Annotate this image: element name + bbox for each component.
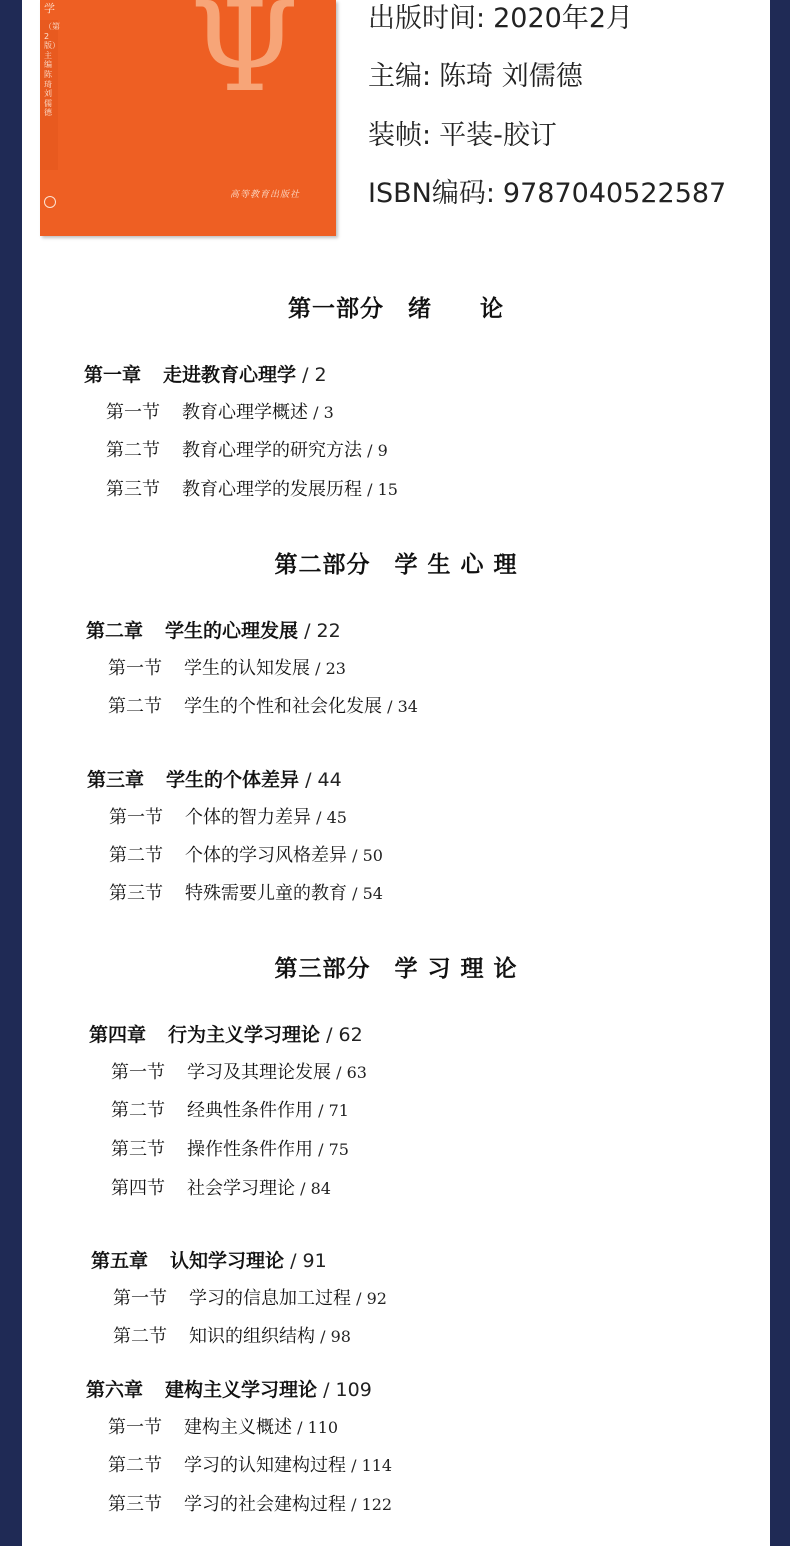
book-cover-image [40,0,336,236]
section-page: / 23 [310,659,346,678]
section-page: / 3 [308,403,334,422]
section-page: / 110 [292,1418,339,1437]
isbn-value: 9787040522587 [502,178,727,209]
isbn-line [368,171,726,210]
section-number: 第一节 [111,1062,165,1083]
cover-vertical-text: （第2版）主编 陈琦 刘儒德 [44,22,60,118]
publish-date-line [368,0,633,35]
chapter-entry [84,360,327,387]
psi-symbol: Ψ [190,0,299,120]
section-title: 学习的认知建构过程 [184,1455,346,1476]
section-entry [108,1490,392,1516]
chapter-number: 第二章 [86,620,144,642]
section-title: 学生的认知发展 [184,658,310,679]
chapter-number: 第五章 [91,1250,149,1272]
publisher-logo-icon [44,196,56,208]
section-entry [109,841,383,867]
section-number: 第二节 [106,440,160,461]
chapter-number: 第一章 [84,364,142,386]
section-title: 建构主义概述 [184,1417,292,1438]
chapter-entry [87,765,342,792]
chapter-page: / 22 [298,620,341,642]
chapter-title: 认知学习理论 [170,1250,285,1272]
chapter-number: 第三章 [87,769,145,791]
section-page: / 45 [311,808,347,827]
section-page: / 84 [295,1179,331,1198]
section-title: 经典性条件作用 [187,1100,313,1121]
section-page: / 15 [362,480,398,499]
section-title: 教育心理学的研究方法 [182,440,362,461]
cover-publisher: 高等教育出版社 [230,190,301,200]
publish-date-value: 2020年2月 [493,3,634,34]
section-number: 第一节 [113,1288,167,1309]
section-page: / 63 [331,1063,367,1082]
chapter-page: / 109 [317,1379,372,1401]
section-title: 知识的组织结构 [189,1326,315,1347]
section-title: 特殊需要儿童的教育 [185,883,347,904]
chapter-title: 学生的心理发展 [165,620,299,642]
section-number: 第三节 [111,1139,165,1160]
section-page: / 114 [346,1456,393,1475]
section-entry [106,436,388,462]
section-entry [108,692,418,718]
part-title: 第二部分 学 生 心 理 [274,552,518,578]
section-number: 第二节 [108,696,162,717]
section-entry [109,879,383,905]
section-entry [106,398,334,424]
section-entry [108,1413,338,1439]
part-title: 第三部分 学 习 理 论 [274,956,518,982]
section-number: 第三节 [108,1494,162,1515]
chapter-title: 学生的个体差异 [166,769,300,791]
section-title: 学习的社会建构过程 [184,1494,346,1515]
section-entry [113,1322,351,1348]
section-number: 第一节 [108,1417,162,1438]
chapter-page: / 44 [299,769,342,791]
chapter-page: / 2 [296,364,327,386]
chapter-page: / 91 [284,1250,327,1272]
section-title: 学习及其理论发展 [187,1062,331,1083]
section-entry [106,475,398,501]
section-page: / 92 [351,1289,387,1308]
chapter-page: / 62 [320,1024,363,1046]
section-entry [111,1058,367,1084]
page-sheet [22,0,770,1546]
section-page: / 75 [313,1140,349,1159]
section-number: 第一节 [109,807,163,828]
section-title: 教育心理学的发展历程 [182,479,362,500]
cover-title-fragment: 学 [44,2,55,15]
section-number: 第三节 [109,883,163,904]
chapter-number: 第六章 [86,1379,144,1401]
section-entry [111,1135,349,1161]
section-title: 个体的学习风格差异 [185,845,347,866]
chapter-entry [89,1020,363,1047]
section-entry [108,654,346,680]
section-entry [111,1174,331,1200]
section-number: 第四节 [111,1178,165,1199]
section-entry [108,1451,392,1477]
section-entry [113,1284,387,1310]
section-number: 第二节 [109,845,163,866]
section-number: 第二节 [111,1100,165,1121]
chapter-entry [86,616,341,643]
editor-value: 陈琦 刘儒德 [439,61,583,92]
section-page: / 50 [347,846,383,865]
section-title: 操作性条件作用 [187,1139,313,1160]
section-number: 第一节 [106,402,160,423]
chapter-title: 行为主义学习理论 [168,1024,321,1046]
section-number: 第二节 [113,1326,167,1347]
section-title: 社会学习理论 [187,1178,295,1199]
section-page: / 9 [362,441,388,460]
binding-label: 装帧: [368,120,432,151]
chapter-title: 走进教育心理学 [163,364,297,386]
isbn-label: ISBN编码: [368,178,495,209]
section-number: 第三节 [106,479,160,500]
section-page: / 98 [315,1327,351,1346]
part-title: 第一部分 绪 论 [288,296,504,322]
section-title: 学生的个性和社会化发展 [184,696,382,717]
section-title: 个体的智力差异 [185,807,311,828]
chapter-entry [86,1375,372,1402]
section-number: 第一节 [108,658,162,679]
section-page: / 34 [382,697,418,716]
section-page: / 54 [347,884,383,903]
section-title: 学习的信息加工过程 [189,1288,351,1309]
section-number: 第二节 [108,1455,162,1476]
section-page: / 71 [313,1101,349,1120]
chapter-entry [91,1246,327,1273]
section-title: 教育心理学概述 [182,402,308,423]
binding-value: 平装-胶订 [439,120,557,151]
section-page: / 122 [346,1495,393,1514]
editor-label: 主编: [368,61,432,92]
binding-line [368,113,557,152]
editor-line [368,54,583,93]
section-entry [111,1096,349,1122]
section-entry [109,803,347,829]
chapter-number: 第四章 [89,1024,147,1046]
publish-date-label: 出版时间: [368,3,486,34]
chapter-title: 建构主义学习理论 [165,1379,318,1401]
